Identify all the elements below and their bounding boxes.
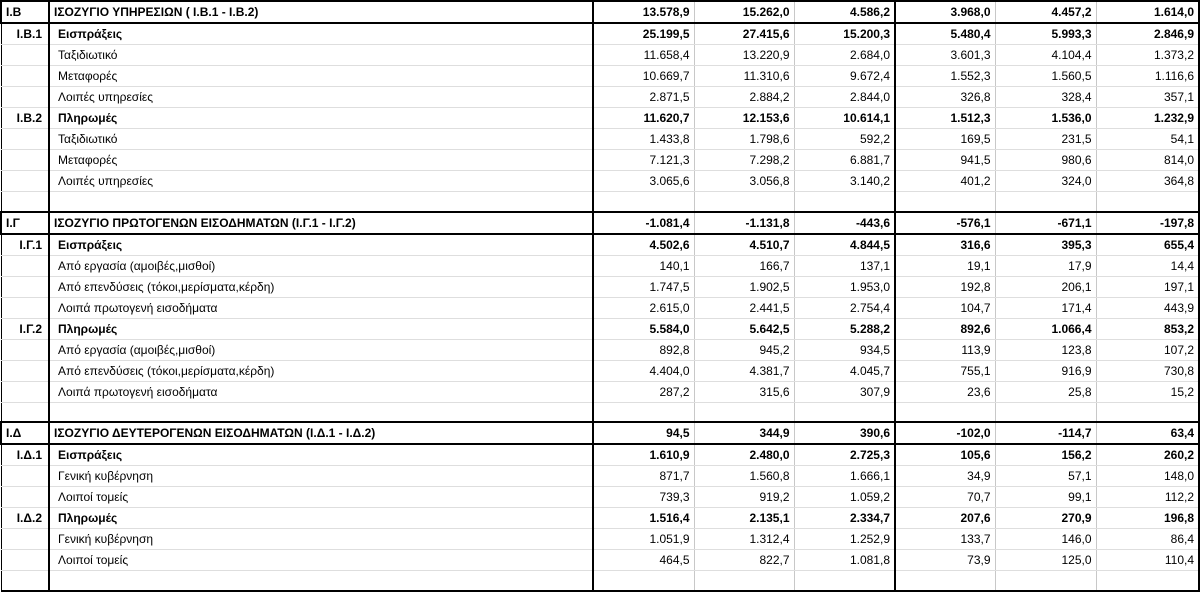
row-code: Ι.Δ.2 xyxy=(1,508,49,529)
empty-cell xyxy=(895,571,995,591)
row-value-cell: 814,0 xyxy=(1096,150,1199,171)
row-label: Εισπράξεις xyxy=(49,444,593,466)
row-code: Ι.Γ.2 xyxy=(1,318,49,339)
row-value-cell: 1.252,9 xyxy=(794,529,895,550)
row-value-cell: 1.081,8 xyxy=(794,550,895,571)
section-title: ΙΣΟΖΥΓΙΟ ΠΡΩΤΟΓΕΝΩΝ ΕΙΣΟΔΗΜΑΤΩΝ (Ι.Γ.1 - Ι.Γ.2) xyxy=(49,212,593,234)
row-label: Πληρωμές xyxy=(49,108,593,129)
table-row xyxy=(1,150,1199,171)
row-value-cell: 934,5 xyxy=(794,339,895,360)
row-label: Εισπράξεις xyxy=(49,234,593,256)
row-value-cell: 171,4 xyxy=(995,297,1096,318)
row-value-cell: 270,9 xyxy=(995,508,1096,529)
row-value-cell: 464,5 xyxy=(593,550,694,571)
row-value-cell: 5.993,3 xyxy=(995,23,1096,45)
table-row xyxy=(1,87,1199,108)
row-value-cell: 357,1 xyxy=(1096,87,1199,108)
row-value-cell: 2.871,5 xyxy=(593,87,694,108)
row-value-cell: 133,7 xyxy=(895,529,995,550)
table-row xyxy=(1,108,1199,129)
row-value-cell: 112,2 xyxy=(1096,487,1199,508)
section-value-cell: -114,7 xyxy=(995,422,1096,444)
row-label: Ταξιδιωτικό xyxy=(49,129,593,150)
section-title: ΙΣΟΖΥΓΙΟ ΔΕΥΤΕΡΟΓΕΝΩΝ ΕΙΣΟΔΗΜΑΤΩΝ (Ι.Δ.1 - Ι.Δ.2) xyxy=(49,422,593,444)
section-balance-row xyxy=(1,1,1199,23)
section-code: Ι.Δ xyxy=(1,422,49,444)
row-value-cell: 2.844,0 xyxy=(794,87,895,108)
row-code xyxy=(1,276,49,297)
row-value-cell: 2.334,7 xyxy=(794,508,895,529)
table-body xyxy=(1,1,1199,591)
row-value-cell: 5.288,2 xyxy=(794,318,895,339)
empty-cell xyxy=(794,402,895,422)
section-value-cell: -576,1 xyxy=(895,212,995,234)
row-value-cell: 315,6 xyxy=(694,381,794,402)
row-code xyxy=(1,87,49,108)
section-value-cell: 1.614,0 xyxy=(1096,1,1199,23)
row-label: Πληρωμές xyxy=(49,318,593,339)
row-label: Λοιπά πρωτογενή εισοδήματα xyxy=(49,297,593,318)
row-value-cell: 5.480,4 xyxy=(895,23,995,45)
section-title: ΙΣΟΖΥΓΙΟ ΥΠΗΡΕΣΙΩΝ ( Ι.Β.1 - Ι.Β.2) xyxy=(49,1,593,23)
row-value-cell: 25,8 xyxy=(995,381,1096,402)
row-value-cell: 4.404,0 xyxy=(593,360,694,381)
row-label: Μεταφορές xyxy=(49,66,593,87)
row-code xyxy=(1,45,49,66)
row-label: Λοιπά πρωτογενή εισοδήματα xyxy=(49,381,593,402)
row-value-cell: 11.620,7 xyxy=(593,108,694,129)
row-value-cell: 1.512,3 xyxy=(895,108,995,129)
row-value-cell: 1.059,2 xyxy=(794,487,895,508)
row-label: Ταξιδιωτικό xyxy=(49,45,593,66)
empty-cell xyxy=(1096,402,1199,422)
empty-cell xyxy=(694,571,794,591)
row-value-cell: 2.884,2 xyxy=(694,87,794,108)
table-row xyxy=(1,487,1199,508)
section-code: Ι.Β xyxy=(1,1,49,23)
row-label: Γενική κυβέρνηση xyxy=(49,466,593,487)
empty-cell xyxy=(49,192,593,212)
row-value-cell: 113,9 xyxy=(895,339,995,360)
row-value-cell: 14,4 xyxy=(1096,255,1199,276)
row-value-cell: 57,1 xyxy=(995,466,1096,487)
row-value-cell: 107,2 xyxy=(1096,339,1199,360)
row-value-cell: 10.614,1 xyxy=(794,108,895,129)
table-row xyxy=(1,508,1199,529)
row-value-cell: 1.536,0 xyxy=(995,108,1096,129)
section-code: Ι.Γ xyxy=(1,212,49,234)
empty-cell xyxy=(593,402,694,422)
row-value-cell: 2.684,0 xyxy=(794,45,895,66)
row-value-cell: 11.658,4 xyxy=(593,45,694,66)
table-row xyxy=(1,297,1199,318)
row-value-cell: 853,2 xyxy=(1096,318,1199,339)
row-value-cell: 326,8 xyxy=(895,87,995,108)
row-value-cell: 7.298,2 xyxy=(694,150,794,171)
row-code xyxy=(1,381,49,402)
row-value-cell: 6.881,7 xyxy=(794,150,895,171)
row-value-cell: 2.135,1 xyxy=(694,508,794,529)
row-value-cell: 1.798,6 xyxy=(694,129,794,150)
row-label: Λοιποί τομείς xyxy=(49,487,593,508)
row-value-cell: 2.441,5 xyxy=(694,297,794,318)
row-value-cell: 73,9 xyxy=(895,550,995,571)
row-code xyxy=(1,487,49,508)
row-value-cell: 3.140,2 xyxy=(794,171,895,192)
row-value-cell: 15,2 xyxy=(1096,381,1199,402)
row-label: Πληρωμές xyxy=(49,508,593,529)
empty-cell xyxy=(794,192,895,212)
table-row xyxy=(1,381,1199,402)
section-value-cell: 3.968,0 xyxy=(895,1,995,23)
row-value-cell: 2.754,4 xyxy=(794,297,895,318)
row-value-cell: 1.066,4 xyxy=(995,318,1096,339)
row-code xyxy=(1,171,49,192)
table-row xyxy=(1,318,1199,339)
row-value-cell: 2.846,9 xyxy=(1096,23,1199,45)
row-value-cell: 15.200,3 xyxy=(794,23,895,45)
row-value-cell: 140,1 xyxy=(593,255,694,276)
row-value-cell: 316,6 xyxy=(895,234,995,256)
row-value-cell: 197,1 xyxy=(1096,276,1199,297)
row-code xyxy=(1,255,49,276)
empty-cell xyxy=(895,192,995,212)
row-code: Ι.Β.1 xyxy=(1,23,49,45)
row-value-cell: 123,8 xyxy=(995,339,1096,360)
section-value-cell: 63,4 xyxy=(1096,422,1199,444)
section-value-cell: -1.081,4 xyxy=(593,212,694,234)
empty-cell xyxy=(1096,192,1199,212)
row-value-cell: 166,7 xyxy=(694,255,794,276)
empty-cell xyxy=(895,402,995,422)
row-value-cell: 2.725,3 xyxy=(794,444,895,466)
row-value-cell: 34,9 xyxy=(895,466,995,487)
row-value-cell: 1.560,8 xyxy=(694,466,794,487)
row-value-cell: 4.104,4 xyxy=(995,45,1096,66)
row-value-cell: 5.584,0 xyxy=(593,318,694,339)
row-value-cell: 3.601,3 xyxy=(895,45,995,66)
row-code: Ι.Β.2 xyxy=(1,108,49,129)
row-value-cell: 1.953,0 xyxy=(794,276,895,297)
row-value-cell: 192,8 xyxy=(895,276,995,297)
row-value-cell: 231,5 xyxy=(995,129,1096,150)
empty-cell xyxy=(1096,571,1199,591)
spacer-row xyxy=(1,192,1199,212)
row-value-cell: 2.480,0 xyxy=(694,444,794,466)
row-value-cell: 17,9 xyxy=(995,255,1096,276)
row-value-cell: 1.373,2 xyxy=(1096,45,1199,66)
row-value-cell: 871,7 xyxy=(593,466,694,487)
row-value-cell: 4.510,7 xyxy=(694,234,794,256)
row-value-cell: 137,1 xyxy=(794,255,895,276)
section-value-cell: 390,6 xyxy=(794,422,895,444)
empty-cell xyxy=(593,571,694,591)
row-value-cell: 5.642,5 xyxy=(694,318,794,339)
row-value-cell: 207,6 xyxy=(895,508,995,529)
table-row xyxy=(1,234,1199,256)
row-value-cell: 655,4 xyxy=(1096,234,1199,256)
row-code xyxy=(1,360,49,381)
row-value-cell: 916,9 xyxy=(995,360,1096,381)
row-label: Λοιπές υπηρεσίες xyxy=(49,87,593,108)
row-value-cell: 1.051,9 xyxy=(593,529,694,550)
spacer-row xyxy=(1,571,1199,591)
section-value-cell: 15.262,0 xyxy=(694,1,794,23)
row-code xyxy=(1,529,49,550)
row-label: Από επενδύσεις (τόκοι,μερίσματα,κέρδη) xyxy=(49,360,593,381)
empty-cell xyxy=(49,402,593,422)
row-value-cell: 1.747,5 xyxy=(593,276,694,297)
table-row xyxy=(1,360,1199,381)
table-row xyxy=(1,45,1199,66)
section-value-cell: -671,1 xyxy=(995,212,1096,234)
row-value-cell: 4.502,6 xyxy=(593,234,694,256)
section-value-cell: 4.457,2 xyxy=(995,1,1096,23)
row-value-cell: 11.310,6 xyxy=(694,66,794,87)
row-value-cell: 4.381,7 xyxy=(694,360,794,381)
empty-cell xyxy=(995,571,1096,591)
section-value-cell: 4.586,2 xyxy=(794,1,895,23)
table-row xyxy=(1,129,1199,150)
row-value-cell: 730,8 xyxy=(1096,360,1199,381)
row-value-cell: 1.902,5 xyxy=(694,276,794,297)
row-value-cell: 19,1 xyxy=(895,255,995,276)
row-value-cell: 105,6 xyxy=(895,444,995,466)
row-value-cell: 395,3 xyxy=(995,234,1096,256)
row-value-cell: 1.116,6 xyxy=(1096,66,1199,87)
table-row xyxy=(1,171,1199,192)
row-value-cell: 1.312,4 xyxy=(694,529,794,550)
empty-cell xyxy=(794,571,895,591)
empty-cell xyxy=(1,571,49,591)
row-label: Εισπράξεις xyxy=(49,23,593,45)
row-value-cell: 146,0 xyxy=(995,529,1096,550)
row-code xyxy=(1,150,49,171)
row-value-cell: 4.045,7 xyxy=(794,360,895,381)
section-value-cell: -102,0 xyxy=(895,422,995,444)
row-value-cell: 364,8 xyxy=(1096,171,1199,192)
row-code xyxy=(1,339,49,360)
row-value-cell: 125,0 xyxy=(995,550,1096,571)
row-value-cell: 260,2 xyxy=(1096,444,1199,466)
row-value-cell: 892,8 xyxy=(593,339,694,360)
row-value-cell: 755,1 xyxy=(895,360,995,381)
row-value-cell: 892,6 xyxy=(895,318,995,339)
row-value-cell: 739,3 xyxy=(593,487,694,508)
row-code xyxy=(1,550,49,571)
row-value-cell: 443,9 xyxy=(1096,297,1199,318)
section-value-cell: -197,8 xyxy=(1096,212,1199,234)
row-value-cell: 148,0 xyxy=(1096,466,1199,487)
row-label: Λοιποί τομείς xyxy=(49,550,593,571)
row-value-cell: 99,1 xyxy=(995,487,1096,508)
empty-cell xyxy=(694,192,794,212)
row-value-cell: 2.615,0 xyxy=(593,297,694,318)
table-row xyxy=(1,550,1199,571)
table-row xyxy=(1,23,1199,45)
row-value-cell: 980,6 xyxy=(995,150,1096,171)
row-label: Από επενδύσεις (τόκοι,μερίσματα,κέρδη) xyxy=(49,276,593,297)
section-balance-row xyxy=(1,212,1199,234)
section-value-cell: 13.578,9 xyxy=(593,1,694,23)
row-code xyxy=(1,297,49,318)
row-value-cell: 7.121,3 xyxy=(593,150,694,171)
row-value-cell: 70,7 xyxy=(895,487,995,508)
section-balance-row xyxy=(1,422,1199,444)
empty-cell xyxy=(1,192,49,212)
row-value-cell: 3.065,6 xyxy=(593,171,694,192)
row-value-cell: 822,7 xyxy=(694,550,794,571)
row-value-cell: 196,8 xyxy=(1096,508,1199,529)
row-label: Από εργασία (αμοιβές,μισθοί) xyxy=(49,255,593,276)
row-value-cell: 25.199,5 xyxy=(593,23,694,45)
empty-cell xyxy=(49,571,593,591)
row-value-cell: 54,1 xyxy=(1096,129,1199,150)
row-code: Ι.Δ.1 xyxy=(1,444,49,466)
row-value-cell: 592,2 xyxy=(794,129,895,150)
row-value-cell: 156,2 xyxy=(995,444,1096,466)
spacer-row xyxy=(1,402,1199,422)
row-label: Γενική κυβέρνηση xyxy=(49,529,593,550)
section-value-cell: -443,6 xyxy=(794,212,895,234)
row-value-cell: 401,2 xyxy=(895,171,995,192)
table-row xyxy=(1,255,1199,276)
row-value-cell: 27.415,6 xyxy=(694,23,794,45)
row-value-cell: 307,9 xyxy=(794,381,895,402)
row-value-cell: 9.672,4 xyxy=(794,66,895,87)
empty-cell xyxy=(593,192,694,212)
row-value-cell: 1.560,5 xyxy=(995,66,1096,87)
row-code xyxy=(1,466,49,487)
row-label: Μεταφορές xyxy=(49,150,593,171)
section-value-cell: -1.131,8 xyxy=(694,212,794,234)
row-value-cell: 12.153,6 xyxy=(694,108,794,129)
row-value-cell: 169,5 xyxy=(895,129,995,150)
table-row xyxy=(1,529,1199,550)
row-value-cell: 104,7 xyxy=(895,297,995,318)
row-code xyxy=(1,129,49,150)
row-value-cell: 23,6 xyxy=(895,381,995,402)
row-value-cell: 328,4 xyxy=(995,87,1096,108)
row-value-cell: 13.220,9 xyxy=(694,45,794,66)
row-value-cell: 86,4 xyxy=(1096,529,1199,550)
row-label: Λοιπές υπηρεσίες xyxy=(49,171,593,192)
row-code xyxy=(1,66,49,87)
row-value-cell: 1.433,8 xyxy=(593,129,694,150)
row-value-cell: 110,4 xyxy=(1096,550,1199,571)
row-value-cell: 3.056,8 xyxy=(694,171,794,192)
table-row xyxy=(1,466,1199,487)
row-value-cell: 1.552,3 xyxy=(895,66,995,87)
table-row xyxy=(1,444,1199,466)
row-value-cell: 1.516,4 xyxy=(593,508,694,529)
row-value-cell: 287,2 xyxy=(593,381,694,402)
row-code: Ι.Γ.1 xyxy=(1,234,49,256)
table-row xyxy=(1,339,1199,360)
row-value-cell: 1.666,1 xyxy=(794,466,895,487)
table-row xyxy=(1,276,1199,297)
row-value-cell: 941,5 xyxy=(895,150,995,171)
row-label: Από εργασία (αμοιβές,μισθοί) xyxy=(49,339,593,360)
section-value-cell: 94,5 xyxy=(593,422,694,444)
row-value-cell: 206,1 xyxy=(995,276,1096,297)
empty-cell xyxy=(1,402,49,422)
row-value-cell: 4.844,5 xyxy=(794,234,895,256)
row-value-cell: 1.232,9 xyxy=(1096,108,1199,129)
empty-cell xyxy=(995,192,1096,212)
empty-cell xyxy=(995,402,1096,422)
empty-cell xyxy=(694,402,794,422)
table-row xyxy=(1,66,1199,87)
row-value-cell: 945,2 xyxy=(694,339,794,360)
row-value-cell: 10.669,7 xyxy=(593,66,694,87)
row-value-cell: 1.610,9 xyxy=(593,444,694,466)
row-value-cell: 919,2 xyxy=(694,487,794,508)
row-value-cell: 324,0 xyxy=(995,171,1096,192)
section-value-cell: 344,9 xyxy=(694,422,794,444)
